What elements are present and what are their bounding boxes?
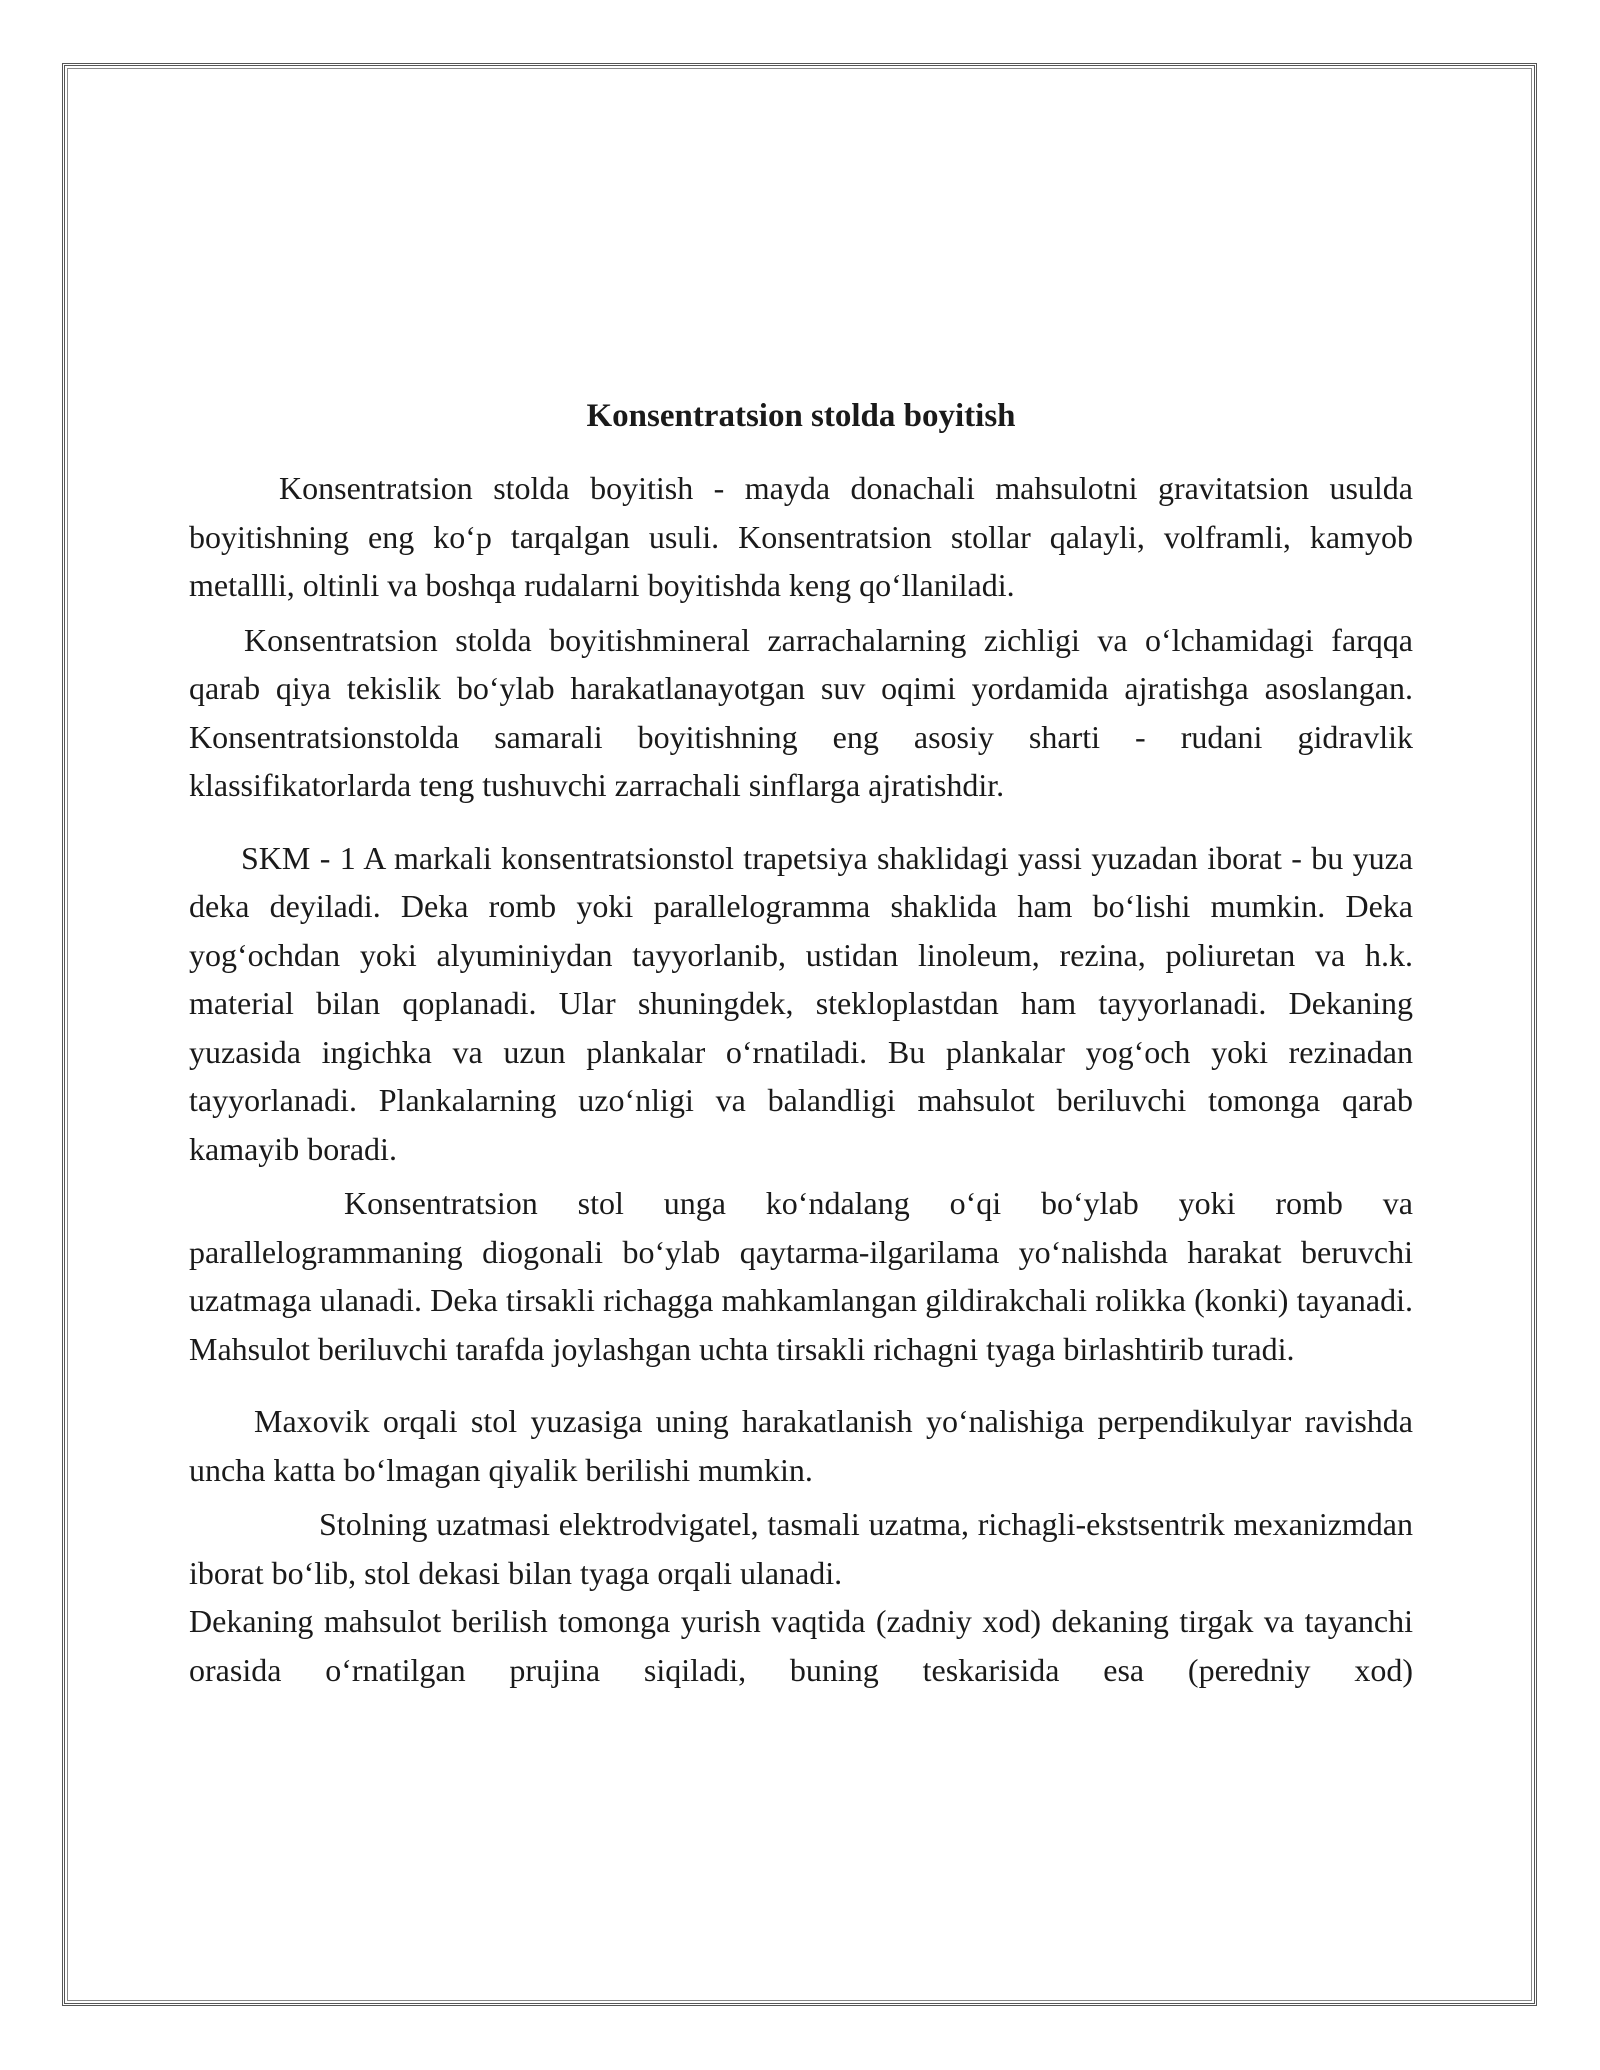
paragraph-principle: Konsentratsion stolda boyitishmineral zarrachalarning zichligi va o‘lchamidagi farqqa qarab qiya tekislik bo‘ylab harakatlanayotgan suv oqimi yordamida ajratishga asoslangan. Konsentratsionstolda samarali boyitishning eng asosiy sharti - rudani gidravlik klassifikatorlarda teng tushuvchi zarrachali sinflarga ajratishdir. [189,621,1413,803]
paragraph-drive-connection: Konsentratsion stol unga ko‘ndalang o‘qi bo‘ylab yoki romb va parallelogrammaning diogonali bo‘ylab qaytarma-ilgarilama yo‘nalishda harakat beruvchi uzatmaga ulanadi. Deka tirsakli richagga mahkamlangan gildirakchali rolikka (konki) tayanadi. Mahsulot beriluvchi tarafda joylashgan uchta tirsakli richagni tyaga birlashtirib turadi. [189,1185,1413,1367]
paragraph-maxovik: Maxovik orqali stol yuzasiga uning harakatlanish yo‘nalishiga perpendikulyar ravishda uncha katta bo‘lmagan qiyalik berilishi mumkin. [189,1403,1413,1488]
paragraph-intro: Konsentratsion stolda boyitish - mayda donachali mahsulotni gravitatsion usulda boyitishning eng ko‘p tarqalgan usuli. Konsentratsion stollar qalayli, volframli, kamyob metallli, oltinli va boshqa rudalarni boyitishda keng qo‘llaniladi. [189,470,1413,603]
paragraph-skm-deka: SKM - 1 A markali konsentratsionstol trapetsiya shaklidagi yassi yuzadan iborat - bu yuza deka deyiladi. Deka romb yoki parallelogramma shaklida ham bo‘lishi mumkin. Deka yog‘ochdan yoki alyuminiydan tayyorlanib, ustidan linoleum, rezina, poliuretan va h.k. material bilan qoplanadi. Ular shuningdek, stekloplastdan ham tayyorlanadi. Dekaning yuzasida ingichka va uzun plankalar o‘rnatiladi. Bu plankalar yog‘och yoki rezinadan tayyorlanadi. Plankalarning uzo‘nligi va balandligi mahsulot beriluvchi tomonga qarab kamayib boradi. [189,839,1413,1167]
document-title: Konsentratsion stolda boyitish [586,398,1016,434]
document-body [189,388,1413,1694]
paragraph-uzatma: Stolning uzatmasi elektrodvigatel, tasmali uzatma, richagli-ekstsentrik mexanizmdan iborat bo‘lib, stol dekasi bilan tyaga orqali ulanadi. [189,1506,1413,1591]
paragraph-deka-motion: Dekaning mahsulot berilish tomonga yurish vaqtida (zadniy xod) dekaning tirgak va tayanchi orasida o‘rnatilgan prujina siqiladi, buning teskarisida esa (peredniy xod) [189,1603,1413,1688]
